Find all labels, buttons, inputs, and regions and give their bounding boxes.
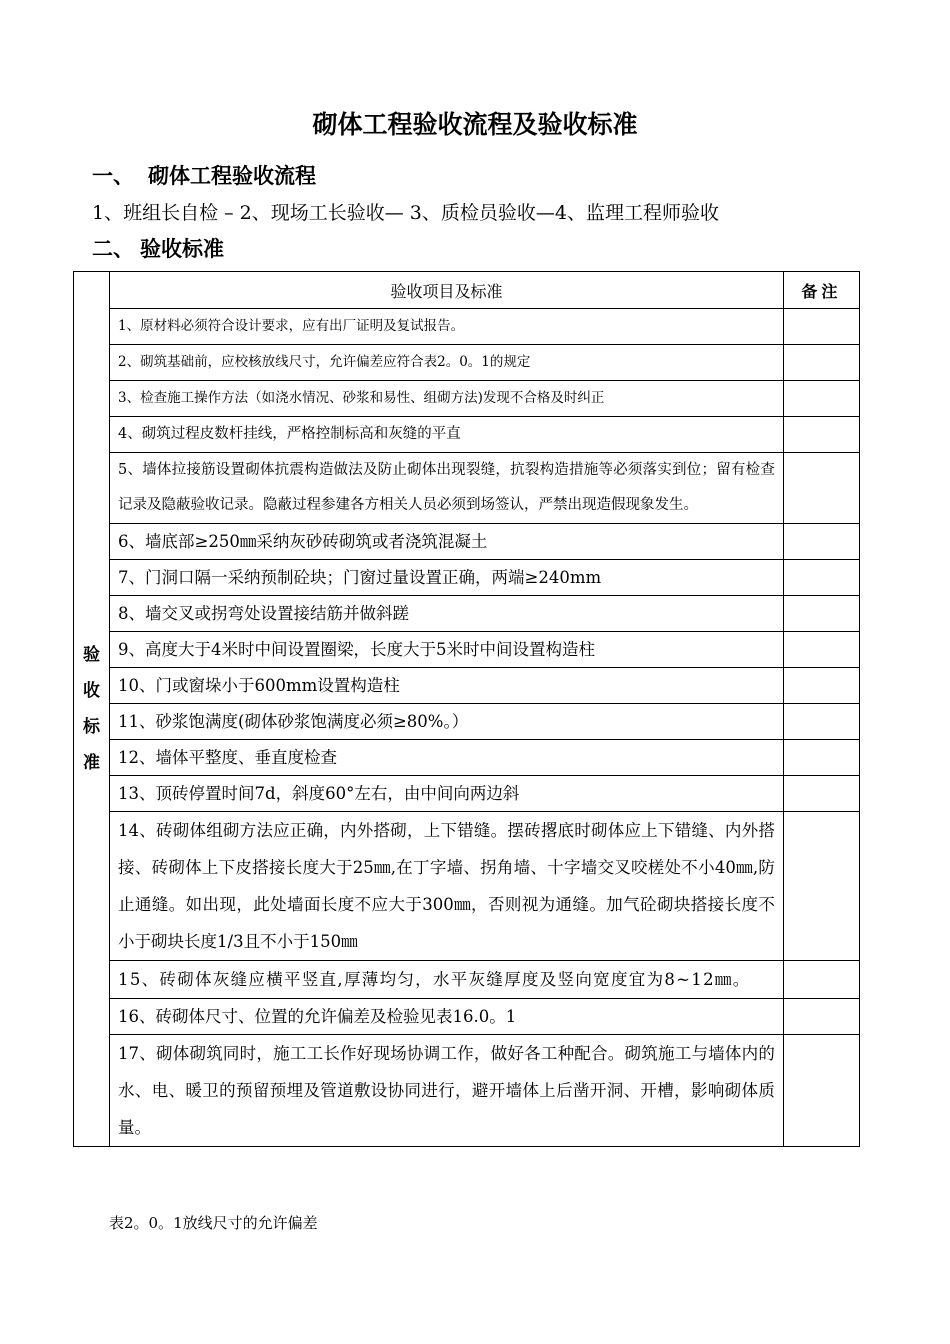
- table-caption: 表2。0。1放线尺寸的允许偏差: [109, 1214, 318, 1232]
- note-cell: [783, 668, 859, 704]
- table-header-row: [74, 272, 860, 309]
- table-row: [74, 1035, 860, 1147]
- note-cell: [783, 417, 859, 453]
- document-title: 砌体工程验收流程及验收标准: [312, 110, 638, 139]
- table-row: [74, 776, 860, 812]
- standard-item: 12、墙体平整度、垂直度检查: [110, 740, 784, 776]
- note-cell: [783, 309, 859, 345]
- note-cell: [783, 704, 859, 740]
- standard-item: 1、原材料必须符合设计要求，应有出厂证明及复试报告。: [110, 309, 784, 345]
- side-label-char: 标: [83, 717, 101, 737]
- note-cell: [783, 740, 859, 776]
- standard-item: 5、墙体拉接筋设置砌体抗震构造做法及防止砌体出现裂缝，抗裂构造措施等必须落实到位；留有检查记录及隐蔽验收记录。隐蔽过程参建各方相关人员必须到场签认，严禁出现造假现象发生。: [110, 453, 784, 524]
- table-row: [74, 961, 860, 999]
- note-cell: [783, 999, 859, 1035]
- table-row: [74, 524, 860, 560]
- note-cell: [783, 632, 859, 668]
- note-cell: [783, 961, 859, 999]
- note-cell: [783, 453, 859, 524]
- table-row: [74, 596, 860, 632]
- note-cell: [783, 812, 859, 961]
- table-row: [74, 453, 860, 524]
- table-row: [74, 632, 860, 668]
- note-cell: [783, 596, 859, 632]
- side-label-char: 验: [83, 645, 101, 665]
- note-cell: [783, 381, 859, 417]
- note-cell: [783, 1035, 859, 1147]
- standard-item: 13、顶砖停置时间7d，斜度60°左右，由中间向两边斜: [110, 776, 784, 812]
- note-cell: [783, 524, 859, 560]
- table-row: [74, 309, 860, 345]
- standard-item: 17、砌体砌筑同时，施工工长作好现场协调工作，做好各工种配合。砌筑施工与墙体内的水、电、暖卫的预留预埋及管道敷设协同进行，避开墙体上后凿开洞、开槽，影响砌体质量。: [110, 1035, 784, 1147]
- side-label-char: 收: [83, 681, 101, 701]
- acceptance-standards-table: [73, 271, 860, 1147]
- table-row: [74, 560, 860, 596]
- section-heading-text: 验收标准: [140, 237, 224, 261]
- note-cell: [783, 345, 859, 381]
- standard-item: 6、墙底部≥250㎜采纳灰砂砖砌筑或者浇筑混凝土: [110, 524, 784, 560]
- table-row: [74, 999, 860, 1035]
- side-label-char: 准: [83, 753, 101, 773]
- section-heading-standards: [92, 234, 224, 264]
- note-cell: [783, 776, 859, 812]
- section-heading-text: 砌体工程验收流程: [148, 164, 316, 188]
- table-row: [74, 740, 860, 776]
- standard-item: 2、砌筑基础前，应校核放线尺寸，允许偏差应符合表2。0。1的规定: [110, 345, 784, 381]
- section-number: 二、: [92, 237, 134, 261]
- table-row: [74, 417, 860, 453]
- standard-item: 15、砖砌体灰缝应横平竖直,厚薄均匀，水平灰缝厚度及竖向宽度宜为8~12㎜。: [110, 961, 784, 999]
- section-heading-process: [92, 161, 316, 191]
- note-cell: [783, 560, 859, 596]
- standard-item: 8、墙交叉或拐弯处设置接结筋并做斜蹉: [110, 596, 784, 632]
- standard-item: 14、砖砌体组砌方法应正确，内外搭砌，上下错缝。摆砖撂底时砌体应上下错缝、内外搭接、砖砌体上下皮搭接长度大于25㎜,在丁字墙、拐角墙、十字墙交叉咬槎处不小40㎜,防止通缝。如出现，此处墙面长度不应大于300㎜，否则视为通缝。加气砼砌块搭接长度不小于砌块长度1/3且不小于150㎜: [110, 812, 784, 961]
- table-row: [74, 668, 860, 704]
- standard-item: 11、砂浆饱满度(砌体砂浆饱满度必须≥80%。）: [110, 704, 784, 740]
- table-row: [74, 345, 860, 381]
- header-item-cell: 验收项目及标准: [110, 272, 784, 309]
- header-note-cell: 备注: [783, 272, 859, 309]
- process-steps: 1、班组长自检 – 2、现场工长验收— 3、质检员验收—4、监理工程师验收: [92, 202, 719, 224]
- standard-item: 9、高度大于4米时中间设置圈梁，长度大于5米时中间设置构造柱: [110, 632, 784, 668]
- standard-item: 4、砌筑过程皮数杆挂线，严格控制标高和灰缝的平直: [110, 417, 784, 453]
- standard-item: 7、门洞口隔一采纳预制砼块；门窗过量设置正确，两端≥240mm: [110, 560, 784, 596]
- section-number: 一、: [92, 164, 134, 188]
- table-row: [74, 381, 860, 417]
- standard-item: 16、砖砌体尺寸、位置的允许偏差及检验见表16.0。1: [110, 999, 784, 1035]
- standard-item: 10、门或窗垛小于600mm设置构造柱: [110, 668, 784, 704]
- table-row: [74, 812, 860, 961]
- standard-item: 3、检查施工操作方法（如浇水情况、砂浆和易性、组砌方法)发现不合格及时纠正: [110, 381, 784, 417]
- table-row: [74, 704, 860, 740]
- side-label-cell: [74, 272, 110, 1147]
